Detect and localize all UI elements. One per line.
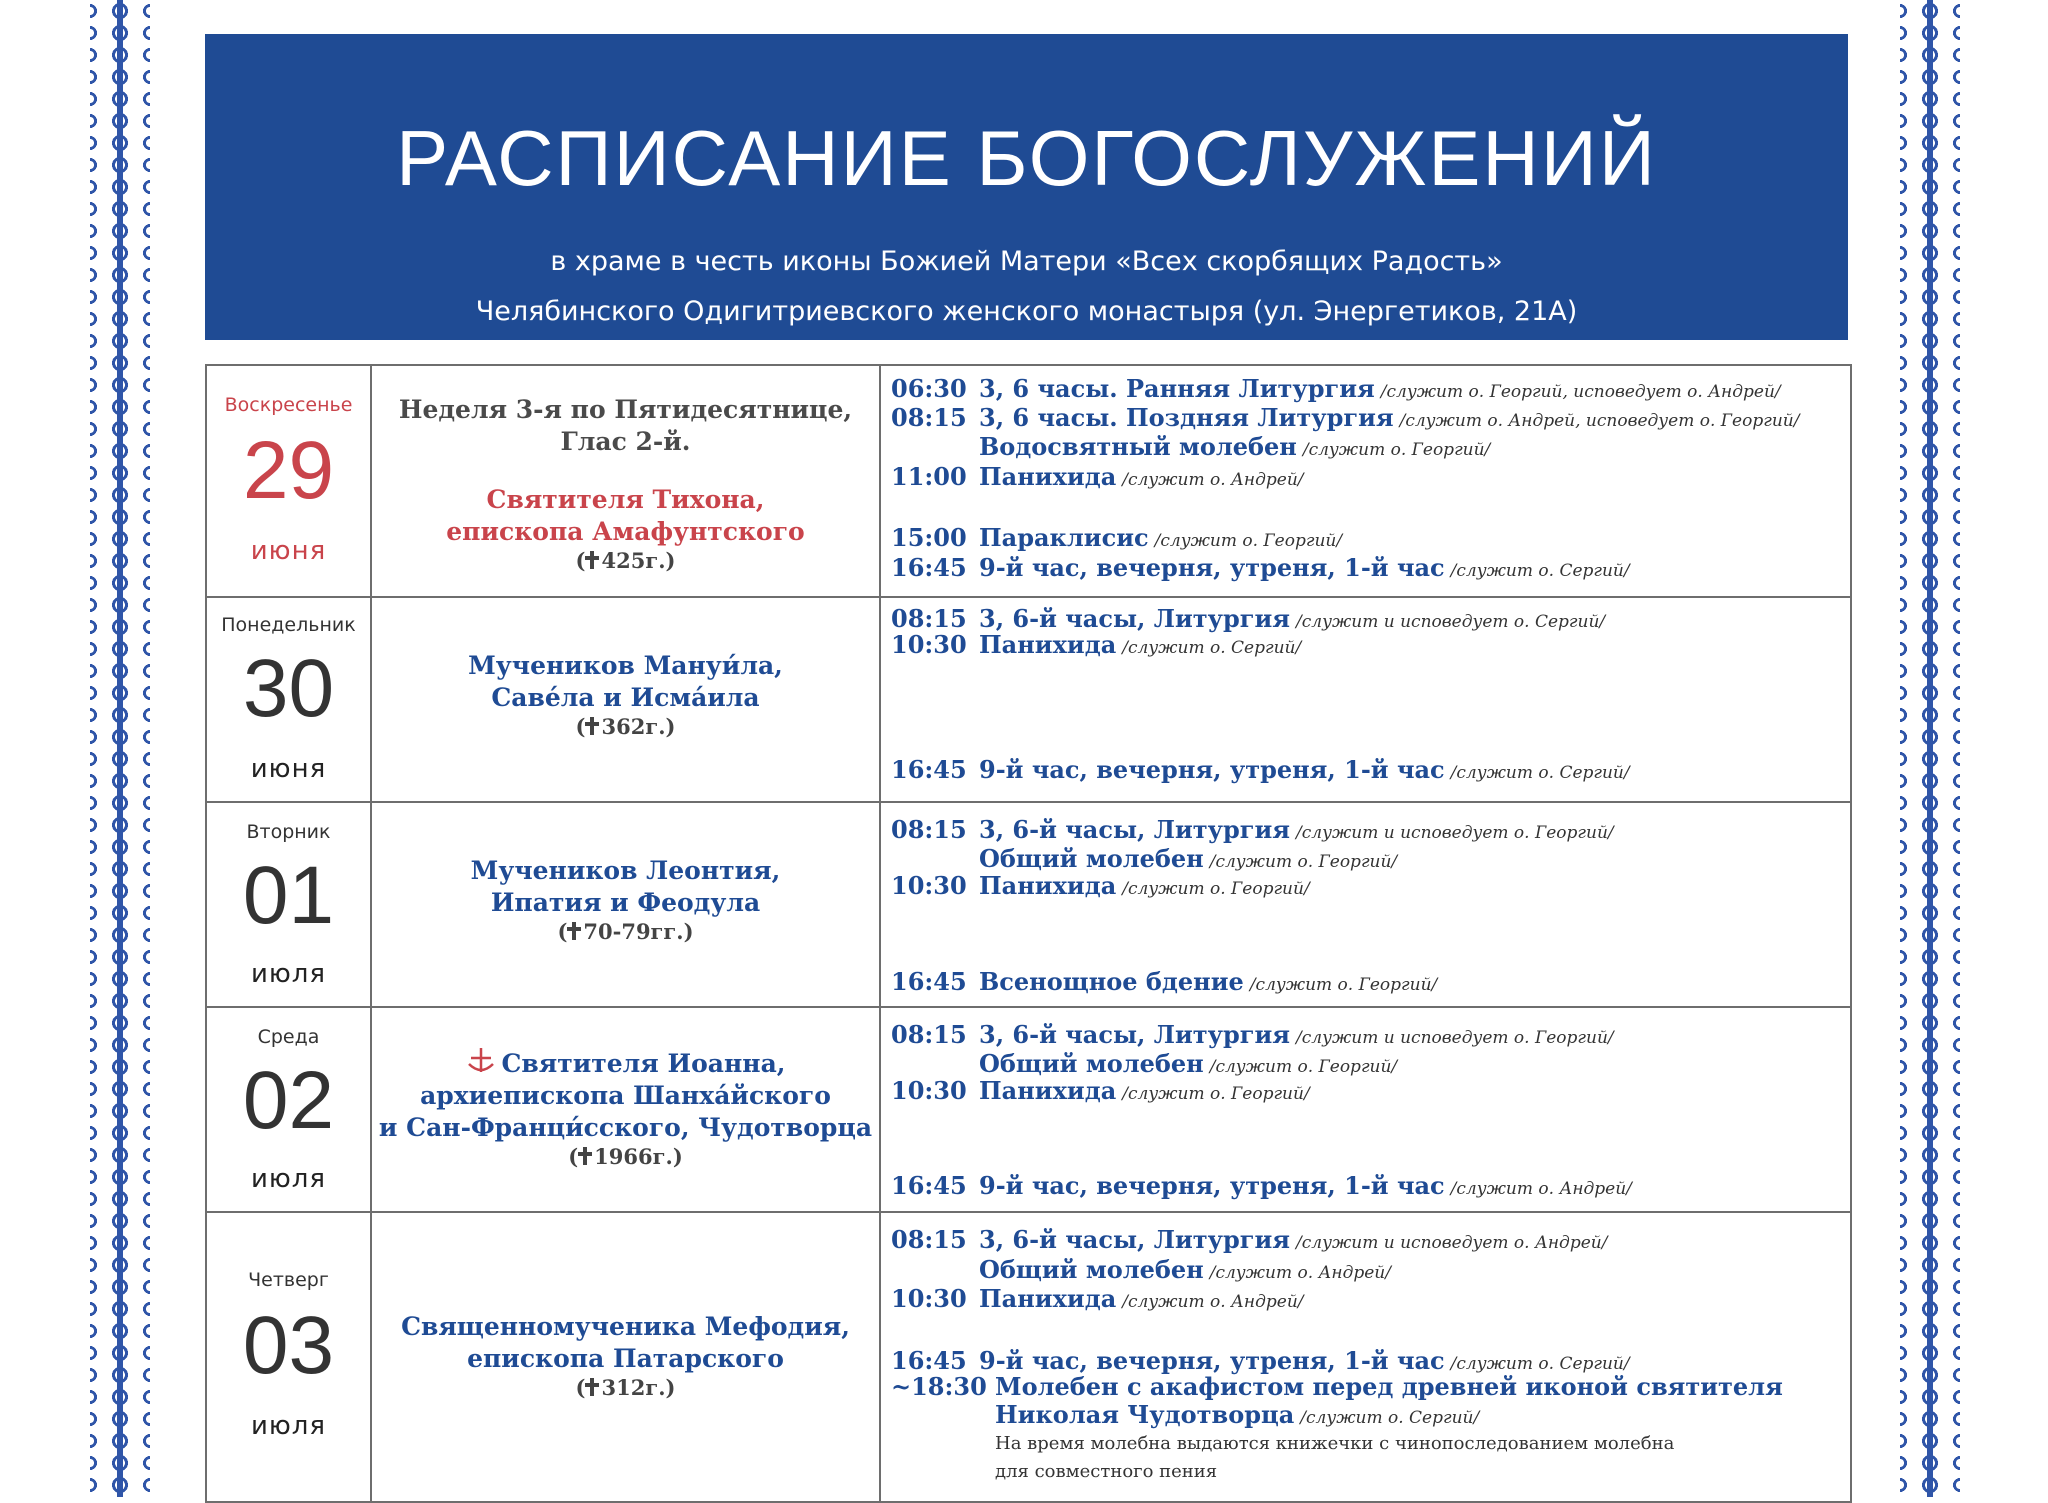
month-label: июля — [250, 1411, 327, 1441]
saint-year: ( 425г.) — [575, 548, 676, 573]
weekday-label: Вторник — [246, 821, 331, 843]
service-item: 08:15 3, 6-й часы, Литургия /служит и исповедует о. Андрей/ — [891, 1225, 1608, 1254]
remark-text: На время молебна выдаются книжечки с чинопоследованием молебна — [995, 1433, 1675, 1454]
saint-title: епископа Патарского — [467, 1344, 784, 1373]
services-cell — [880, 1212, 1851, 1502]
day-number: 30 — [242, 643, 335, 734]
service-item: Общий молебен /служит о. Георгий/ — [979, 844, 1398, 873]
subtitle-church: в храме в честь иконы Божией Матери «Всех скорбящих Радость» — [550, 246, 1503, 277]
table-row — [206, 802, 1851, 1007]
service-item: 08:15 3, 6 часы. Поздняя Литургия /служит о. Андрей, исповедует о. Георгий/ — [891, 403, 1800, 432]
month-label: июня — [250, 754, 327, 784]
services-cell — [880, 802, 1851, 1007]
service-item: 16:45 9-й час, вечерня, утреня, 1-й час /служит о. Сергий/ — [891, 553, 1630, 582]
saint-name: Мучеников Мануи́ла, — [468, 651, 783, 680]
saint-title: Ипатия и Феодула — [490, 888, 761, 917]
service-item: 16:45 9-й час, вечерня, утреня, 1-й час /служит о. Андрей/ — [891, 1171, 1632, 1200]
table-row — [206, 597, 1851, 802]
page-title: РАСПИСАНИЕ БОГОСЛУЖЕНИЙ — [396, 114, 1657, 202]
table-row — [206, 1007, 1851, 1212]
ornament-border-left — [90, 0, 150, 1497]
service-item: Водосвятный молебен /служит о. Георгий/ — [979, 432, 1491, 461]
service-item: 15:00 Параклисис /служит о. Георгий/ — [891, 523, 1343, 552]
service-item: Общий молебен /служит о. Георгий/ — [979, 1049, 1398, 1078]
day-number: 29 — [242, 425, 335, 516]
date-cell — [206, 1007, 371, 1212]
saint-title-2: и Сан-Франци́сского, Чудотворца — [378, 1113, 873, 1142]
services-cell — [880, 597, 1851, 802]
month-label: июня — [250, 536, 327, 566]
day-number: 02 — [242, 1055, 335, 1146]
saint-title: архиепископа Шанха́йского — [420, 1081, 831, 1110]
service-item: 11:00 Панихида /служит о. Андрей/ — [891, 462, 1304, 491]
services-cell — [880, 365, 1851, 597]
weekday-label: Четверг — [248, 1269, 329, 1291]
cross-icon — [585, 1378, 599, 1396]
services-cell — [880, 1007, 1851, 1212]
cross-icon — [585, 717, 599, 735]
date-cell — [206, 597, 371, 802]
service-item: 08:15 3, 6-й часы, Литургия /служит и исповедует о. Георгий/ — [891, 815, 1614, 844]
cross-icon — [585, 551, 599, 569]
cross-icon — [578, 1147, 592, 1165]
cross-icon — [567, 922, 581, 940]
saint-year: ( 362г.) — [575, 714, 676, 739]
ornament-border-right — [1900, 0, 1960, 1497]
date-cell — [206, 1212, 371, 1502]
saint-title: Саве́ла и Исма́ила — [491, 683, 760, 712]
service-item: 06:30 3, 6 часы. Ранняя Литургия /служит о. Георгий, исповедует о. Андрей/ — [891, 374, 1781, 403]
subtitle-monastery: Челябинского Одигитриевского женского монастыря (ул. Энергетиков, 21А) — [475, 296, 1578, 327]
service-item: 08:15 3, 6-й часы, Литургия /служит и исповедует о. Сергий/ — [891, 604, 1606, 633]
saint-name: Святителя Тихона, — [486, 485, 765, 514]
remark-text-2: для совместного пения — [995, 1461, 1218, 1482]
weekday-label: Понедельник — [221, 614, 356, 636]
header-banner — [205, 34, 1848, 340]
day-number: 01 — [242, 850, 335, 941]
date-cell — [206, 365, 371, 597]
service-item: 16:45 Всенощное бдение /служит о. Георгий/ — [891, 967, 1438, 996]
schedule-table — [205, 364, 1852, 1503]
table-row — [206, 365, 1851, 597]
saint-year: ( 70-79гг.) — [557, 919, 694, 944]
feast-cell — [371, 1212, 880, 1502]
service-item: 16:45 9-й час, вечерня, утреня, 1-й час /служит о. Сергий/ — [891, 755, 1630, 784]
date-cell — [206, 802, 371, 1007]
service-item: 16:45 9-й час, вечерня, утреня, 1-й час /служит о. Сергий/ — [891, 1346, 1630, 1375]
table-row — [206, 1212, 1851, 1502]
service-item: ~18:30 Молебен с акафистом перед древней иконой святителя — [891, 1372, 1783, 1401]
feast-cell — [371, 365, 880, 597]
weekday-label: Среда — [257, 1026, 320, 1048]
service-item: 08:15 3, 6-й часы, Литургия /служит и исповедует о. Георгий/ — [891, 1020, 1614, 1049]
month-label: июля — [250, 959, 327, 989]
saint-year: ( 1966г.) — [568, 1144, 683, 1169]
day-number: 03 — [242, 1300, 335, 1391]
month-label: июля — [250, 1164, 327, 1194]
saint-name: Мучеников Леонтия, — [470, 856, 781, 885]
feast-cell — [371, 1007, 880, 1212]
ornate-cross-icon — [466, 1046, 496, 1076]
service-item: Николая Чудотворца /служит о. Сергий/ — [995, 1400, 1480, 1429]
service-item: 10:30 Панихида /служит о. Георгий/ — [891, 871, 1310, 900]
saint-year: ( 312г.) — [575, 1375, 676, 1400]
feast-cell — [371, 597, 880, 802]
saint-title: епископа Амафунтского — [446, 517, 805, 546]
service-item: 10:30 Панихида /служит о. Андрей/ — [891, 1284, 1304, 1313]
service-item: Общий молебен /служит о. Андрей/ — [979, 1255, 1391, 1284]
weekday-label: Воскресенье — [224, 394, 353, 416]
feast-title: Неделя 3-я по Пятидесятнице, — [398, 395, 853, 424]
saint-name: Священномученика Мефодия, — [401, 1312, 850, 1341]
service-item: 10:30 Панихида /служит о. Георгий/ — [891, 1076, 1310, 1105]
service-item: 10:30 Панихида /служит о. Сергий/ — [891, 630, 1302, 659]
saint-name: Святителя Иоанна, — [372, 1046, 879, 1080]
feast-cell — [371, 802, 880, 1007]
feast-tone: Глас 2-й. — [560, 427, 691, 456]
